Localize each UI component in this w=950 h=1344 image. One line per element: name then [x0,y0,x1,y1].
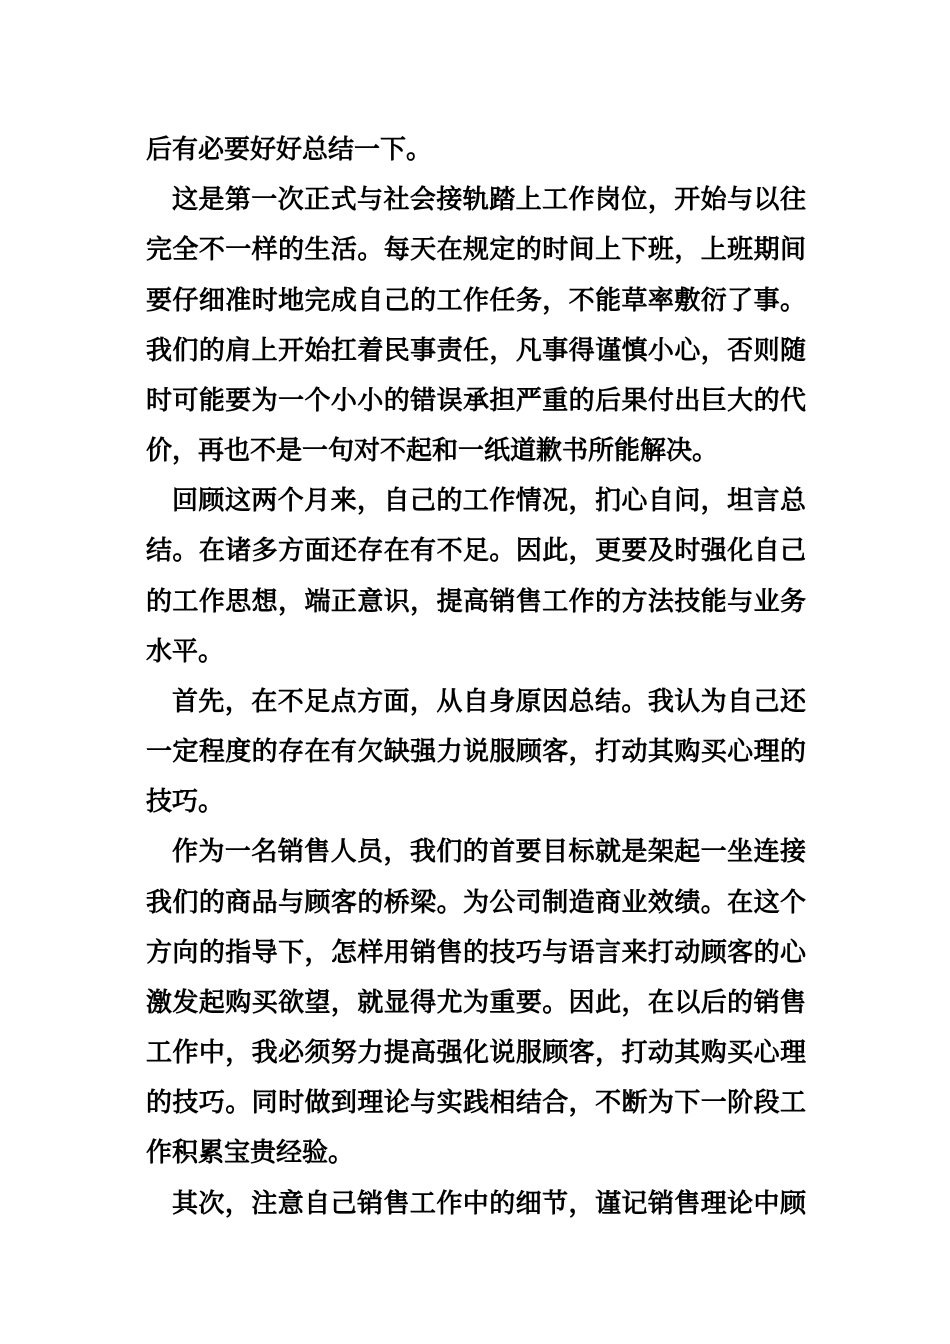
text-line: 回顾这两个月来，自己的工作情况，扪心自问，坦言总 [172,486,806,516]
text-line: 一定程度的存在有欠缺强力说服顾客，打动其购买心理的 [146,737,806,767]
text-line: 结。在诸多方面还存在有不足。因此，更要及时强化自己 [146,536,806,566]
text-line: 作为一名销售人员，我们的首要目标就是架起一坐连接 [172,837,806,867]
text-line: 后有必要好好总结一下。 [146,135,433,165]
text-line: 价，再也不是一句对不起和一纸道歉书所能解决。 [146,436,719,466]
text-line: 其次，注意自己销售工作中的细节，谨记销售理论中顾 [172,1189,806,1219]
text-line: 首先，在不足点方面，从自身原因总结。我认为自己还 [172,687,806,717]
text-line: 作积累宝贵经验。 [146,1138,355,1168]
text-line: 完全不一样的生活。每天在规定的时间上下班，上班期间 [146,235,806,265]
text-line: 要仔细准时地完成自己的工作任务，不能草率敷衍了事。 [146,286,806,316]
text-line: 我们的肩上开始扛着民事责任，凡事得谨慎小心，否则随 [146,336,806,366]
text-line: 的工作思想，端正意识，提高销售工作的方法技能与业务 [146,587,806,617]
text-line: 方向的指导下，怎样用销售的技巧与语言来打动顾客的心 [146,938,806,968]
text-line: 我们的商品与顾客的桥梁。为公司制造商业效绩。在这个 [146,888,806,918]
text-line: 水平。 [146,637,225,667]
text-line: 这是第一次正式与社会接轨踏上工作岗位，开始与以往 [172,185,806,215]
text-line: 激发起购买欲望，就显得尤为重要。因此，在以后的销售 [146,988,806,1018]
text-line: 工作中，我必须努力提高强化说服顾客，打动其购买心理 [146,1038,806,1068]
text-line: 技巧。 [146,787,225,817]
text-line: 时可能要为一个小小的错误承担严重的后果付出巨大的代 [146,386,806,416]
text-line: 的技巧。同时做到理论与实践相结合，不断为下一阶段工 [146,1088,806,1118]
